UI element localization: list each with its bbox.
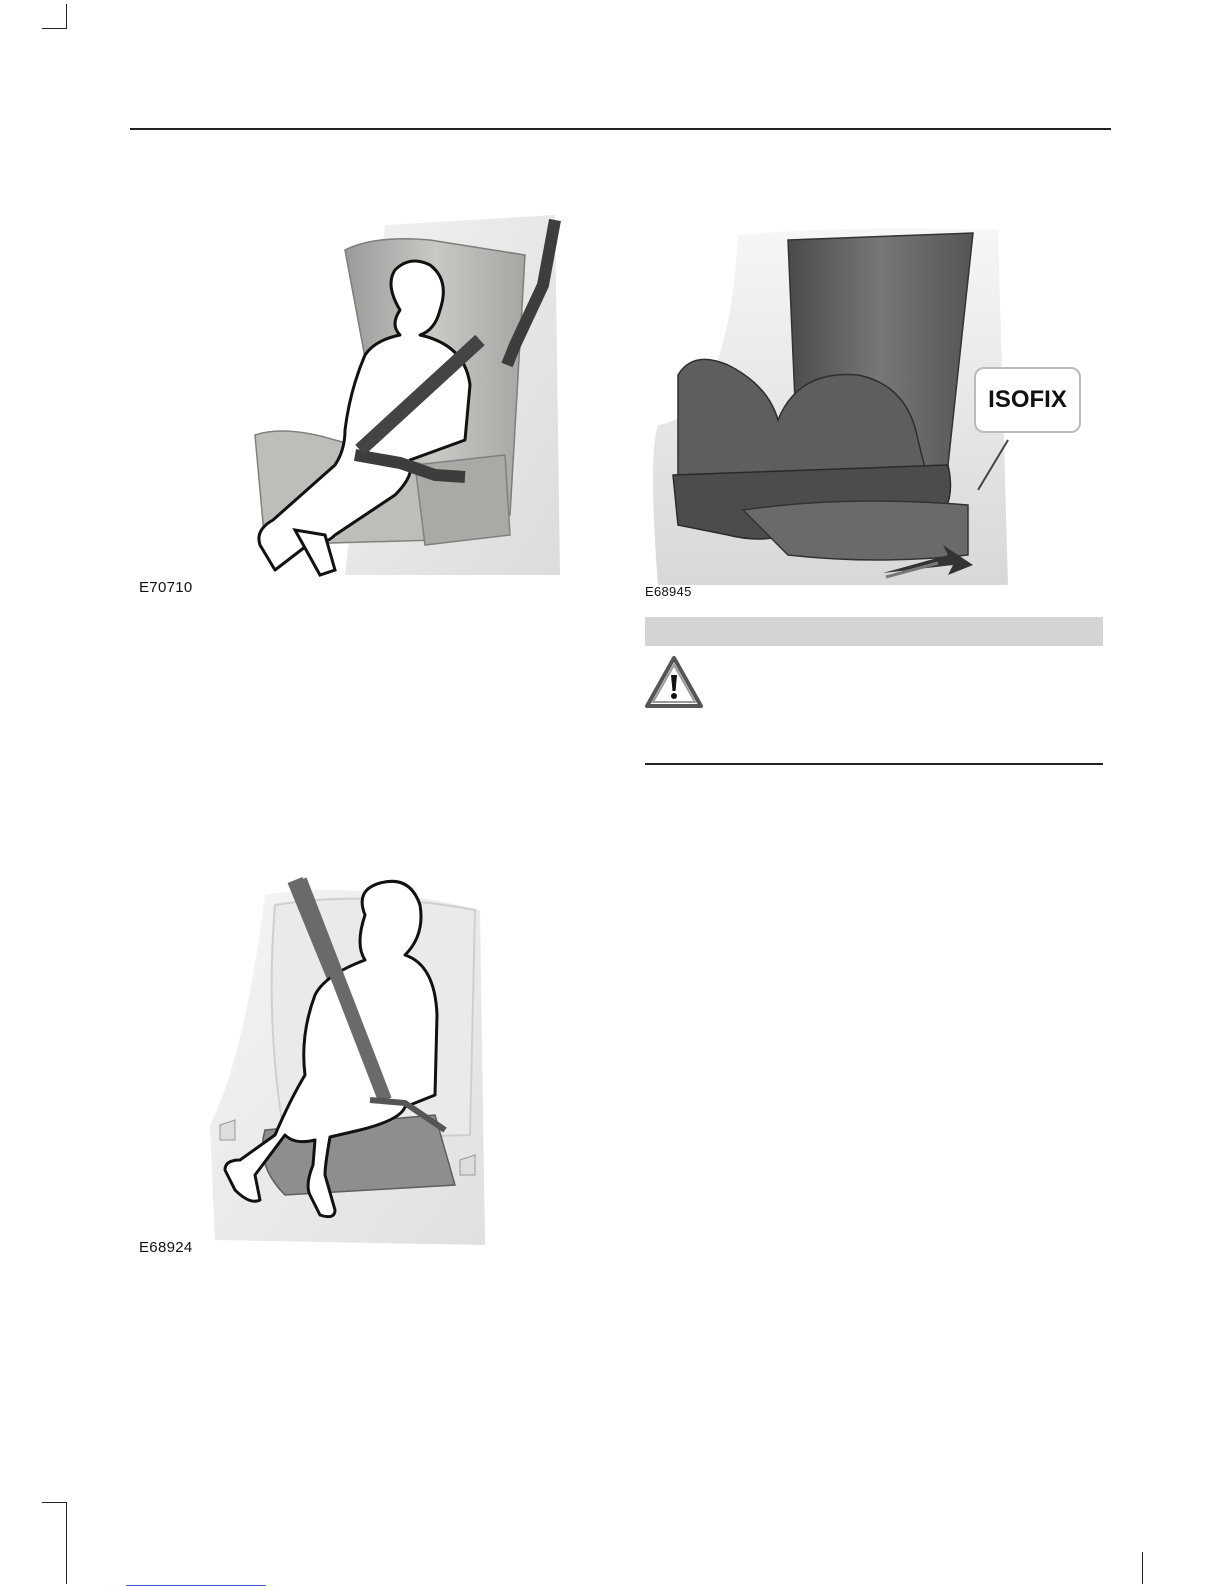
- crop-mark-bottom-left-h: [42, 1502, 67, 1503]
- warning-header-bar: [645, 617, 1103, 646]
- isofix-callout: [974, 367, 1081, 433]
- booster-cushion-illustration: [205, 875, 490, 1250]
- crop-mark-top-left-v: [66, 4, 67, 28]
- warning-triangle-icon: [644, 655, 704, 709]
- figure-isofix-seat: [648, 225, 1083, 595]
- figure-booster-seat-with-backrest: [225, 215, 565, 580]
- isofix-callout-label: ISOFIX: [988, 386, 1067, 413]
- figure-code-e68945: E68945: [645, 584, 692, 599]
- figure-code-e68924: E68924: [139, 1239, 193, 1256]
- figure-code-e70710: E70710: [139, 579, 193, 596]
- crop-mark-top-left-h: [42, 28, 67, 29]
- warning-rule: [645, 763, 1103, 765]
- header-rule: [130, 128, 1111, 130]
- crop-mark-bottom-right-v: [1142, 1552, 1143, 1584]
- booster-seat-illustration: [225, 215, 565, 580]
- crop-mark-bottom-left-v: [66, 1502, 67, 1584]
- figure-booster-cushion: [205, 875, 490, 1250]
